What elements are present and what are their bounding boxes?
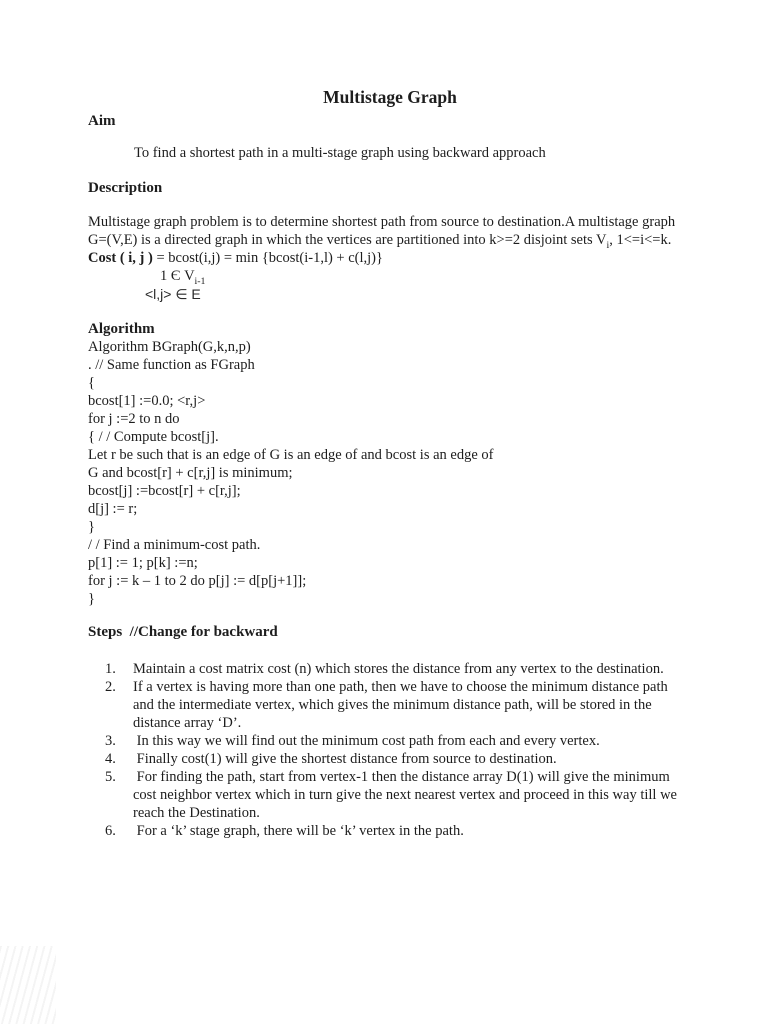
vertex-set-subscript: i	[606, 239, 610, 251]
algorithm-line: / / Find a minimum-cost path.	[88, 537, 261, 553]
formula-condition-line	[160, 267, 692, 285]
step-item	[105, 768, 692, 822]
step-item	[105, 732, 692, 750]
step-number: 4.	[105, 751, 116, 767]
algorithm-line: for j := k – 1 to 2 do p[j] := d[p[j+1]];	[88, 573, 307, 589]
algorithm-code-block	[88, 338, 692, 608]
scan-artifact	[0, 946, 56, 1024]
formula-condition-base: 1 Є V	[160, 268, 195, 284]
algorithm-line: . // Same function as FGraph	[88, 357, 255, 373]
step-number: 2.	[105, 679, 116, 695]
step-number: 1.	[105, 661, 116, 677]
step-number: 5.	[105, 769, 116, 785]
algorithm-line: Let r be such that is an edge of G is an edge of and bcost is an edge of	[88, 447, 494, 463]
step-item	[105, 678, 692, 732]
step-text: If a vertex is having more than one path, then we have to choose the minimum distance path and the intermediate vertex, which gives the minimum distance path, will be stored in the distance array ‘D’.	[133, 679, 672, 731]
cost-formula-rhs: = bcost(i,j) = min {bcost(i-1,l) + c(l,j)}	[152, 250, 383, 266]
page-title: Multistage Graph	[323, 87, 457, 107]
step-text: For a ‘k’ stage graph, there will be ‘k’ vertex in the path.	[133, 823, 464, 839]
algorithm-line: Algorithm BGraph(G,k,n,p)	[88, 339, 251, 355]
cost-formula-line	[88, 249, 692, 267]
algorithm-line: }	[88, 519, 95, 535]
step-number: 6.	[105, 823, 116, 839]
step-number: 3.	[105, 733, 116, 749]
steps-list	[88, 660, 692, 840]
formula-condition-subscript: i-1	[194, 275, 206, 287]
algorithm-line: }	[88, 591, 95, 607]
algorithm-line: for j :=2 to n do	[88, 411, 180, 427]
description-text-before-subscript: Multistage graph problem is to determine shortest path from source to destination.A multistage graph G=(V,E) is a directed graph in which the vertices are partitioned into k>=2 disjoint sets V	[88, 214, 679, 248]
algorithm-line: bcost[1] :=0.0; <r,j>	[88, 393, 206, 409]
description-heading: Description	[88, 180, 163, 196]
algorithm-line: p[1] := 1; p[k] :=n;	[88, 555, 198, 571]
aim-text: To find a shortest path in a multi-stage graph using backward approach	[134, 145, 546, 161]
aim-heading: Aim	[88, 113, 116, 129]
formula-membership-line: <l,j> ∈ E	[145, 286, 201, 302]
description-paragraph	[88, 213, 692, 249]
steps-heading: Steps //Change for backward	[88, 624, 278, 640]
algorithm-line: {	[88, 375, 95, 391]
algorithm-line: bcost[j] :=bcost[r] + c[r,j];	[88, 483, 241, 499]
step-text: Maintain a cost matrix cost (n) which stores the distance from any vertex to the destination.	[133, 661, 664, 677]
step-item	[105, 660, 692, 678]
algorithm-line: G and bcost[r] + c[r,j] is minimum;	[88, 465, 293, 481]
step-item	[105, 822, 692, 840]
step-text: For finding the path, start from vertex-1 then the distance array D(1) will give the minimum cost neighbor vertex which in turn give the next nearest vertex and proceed in this way till we reach the Destination.	[133, 769, 681, 821]
step-text: Finally cost(1) will give the shortest distance from source to destination.	[133, 751, 557, 767]
step-text: In this way we will find out the minimum cost path from each and every vertex.	[133, 733, 600, 749]
step-item	[105, 750, 692, 768]
algorithm-heading: Algorithm	[88, 321, 155, 337]
algorithm-line: { / / Compute bcost[j].	[88, 429, 219, 445]
algorithm-line: d[j] := r;	[88, 501, 138, 517]
description-text-after-subscript: , 1<=i<=k.	[609, 232, 672, 248]
cost-formula-lhs: Cost ( i, j )	[88, 250, 153, 266]
